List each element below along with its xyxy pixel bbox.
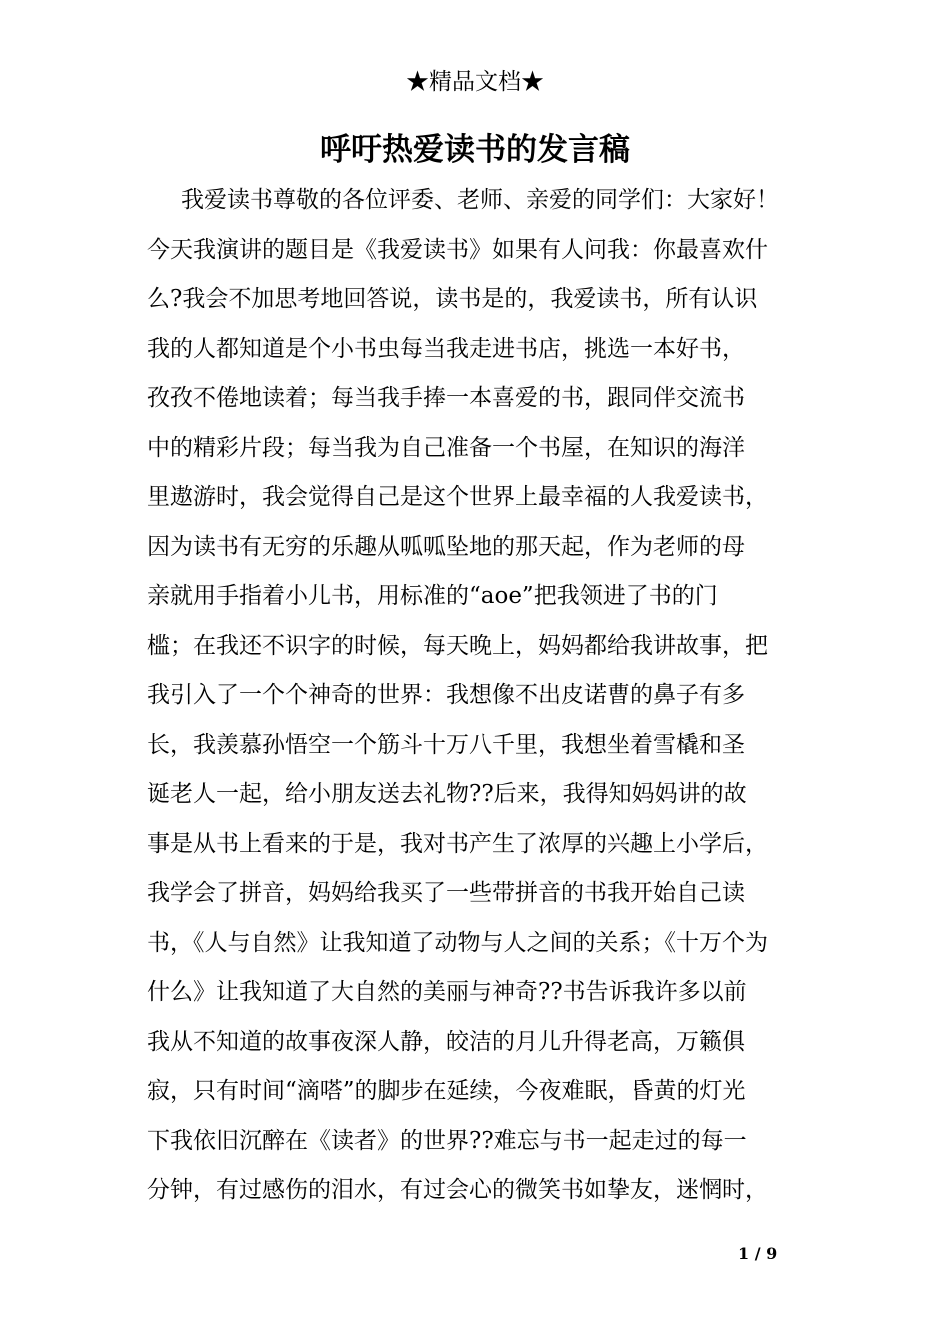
document-title: 呼吁热爱读书的发言稿 bbox=[320, 132, 630, 168]
body-line: 长，我羡慕孙悟空一个筋斗十万八千里，我想坐着雪橇和圣 bbox=[147, 731, 745, 758]
body-line: 我的人都知道是个小书虫每当我走进书店，挑选一本好书， bbox=[147, 335, 745, 362]
page-number: 1 / 9 bbox=[738, 1244, 778, 1263]
body-line: 下我依旧沉醉在《读者》的世界??难忘与书一起走过的每一 bbox=[147, 1127, 747, 1154]
body-line: 里遨游时，我会觉得自己是这个世界上最幸福的人我爱读书， bbox=[147, 484, 768, 510]
body-line: 么?我会不加思考地回答说，读书是的，我爱读书，所有认识 bbox=[147, 286, 758, 312]
body-line: 孜孜不倦地读着；每当我手捧一本喜爱的书，跟同伴交流书 bbox=[147, 385, 745, 411]
body-line: 我引入了一个个神奇的世界：我想像不出皮诺曹的鼻子有多 bbox=[147, 682, 745, 708]
body-line: 我从不知道的故事夜深人静，皎洁的月儿升得老高，万籁俱 bbox=[147, 1028, 745, 1055]
body-line: 因为读书有无穷的乐趣从呱呱坠地的那天起，作为老师的母 bbox=[147, 533, 745, 560]
body-line: 分钟，有过感伤的泪水，有过会心的微笑书如挚友，迷惘时， bbox=[147, 1177, 768, 1203]
body-line: 事是从书上看来的于是，我对书产生了浓厚的兴趣上小学后， bbox=[147, 830, 768, 857]
body-line: 我学会了拼音，妈妈给我买了一些带拼音的书我开始自己读 bbox=[147, 880, 745, 906]
body-line: 什么》让我知道了大自然的美丽与神奇??书告诉我许多以前 bbox=[147, 979, 747, 1005]
body-line: 诞老人一起，给小朋友送去礼物??后来，我得知妈妈讲的故 bbox=[147, 781, 747, 807]
body-line: 亲就用手指着小儿书，用标准的“aoe”把我领进了书的门 bbox=[147, 583, 718, 609]
header-mark: ★精品文档★ bbox=[406, 69, 544, 95]
body-line: 中的精彩片段；每当我为自己准备一个书屋，在知识的海洋 bbox=[147, 434, 745, 461]
body-line: 槛；在我还不识字的时候，每天晚上，妈妈都给我讲故事，把 bbox=[147, 632, 768, 659]
body-line: 书，《人与自然》让我知道了动物与人之间的关系；《十万个为 bbox=[147, 929, 768, 956]
body-line: 寂，只有时间“滴嗒”的脚步在延续，今夜难眠，昏黄的灯光 bbox=[147, 1078, 746, 1104]
body-line: 我爱读书尊敬的各位评委、老师、亲爱的同学们：大家好！ bbox=[181, 187, 779, 213]
document-body bbox=[147, 176, 827, 1216]
body-line: 今天我演讲的题目是《我爱读书》如果有人问我：你最喜欢什 bbox=[147, 236, 768, 263]
